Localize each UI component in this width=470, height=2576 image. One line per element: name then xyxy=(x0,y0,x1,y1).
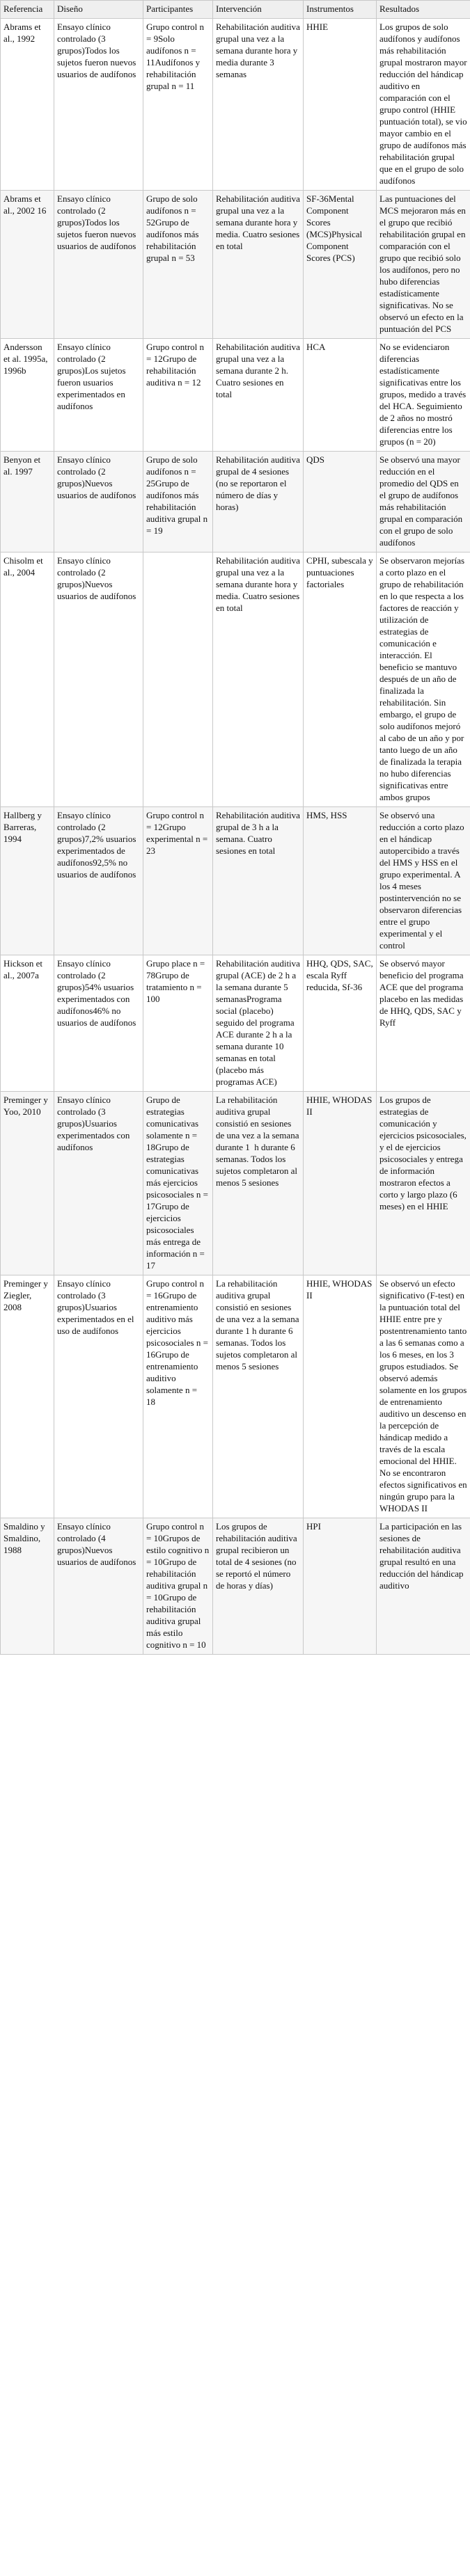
table-row xyxy=(1,1518,470,1655)
cell-referencia: Andersson et al. 1995a, 1996b xyxy=(1,339,54,452)
col-header-diseno: Diseño xyxy=(54,1,143,19)
cell-instrumentos: HMS, HSS xyxy=(304,807,377,955)
cell-diseno: Ensayo clínico controlado (2 grupos)7,2% usuarios experimentados de audífonos92,5% no usuarios de audífonos xyxy=(54,807,143,955)
cell-referencia: Preminger y Yoo, 2010 xyxy=(1,1092,54,1275)
cell-intervencion: La rehabilitación auditiva grupal consistió en sesiones de una vez a la semana durante 1 h durante 6 semanas. Todos los sujetos completaron al menos 5 sesiones xyxy=(213,1275,304,1518)
cell-diseno: Ensayo clínico controlado (3 grupos)Usuarios experimentados en el uso de audífonos xyxy=(54,1275,143,1518)
table-row xyxy=(1,452,470,552)
cell-instrumentos: HPI xyxy=(304,1518,377,1655)
table-row xyxy=(1,1275,470,1518)
cell-diseno: Ensayo clínico controlado (2 grupos)Los sujetos fueron usuarios experimentados en audífonos xyxy=(54,339,143,452)
cell-participantes: Grupo de solo audífonos n = 25Grupo de audífonos más rehabilitación auditiva grupal n = 19 xyxy=(143,452,213,552)
cell-diseno: Ensayo clínico controlado (2 grupos)Nuevos usuarios de audífonos xyxy=(54,452,143,552)
cell-instrumentos: CPHI, subescala y puntuaciones factoriales xyxy=(304,552,377,807)
cell-intervencion: Rehabilitación auditiva grupal (ACE) de 2 h a la semana durante 5 semanasPrograma social (placebo) seguido del programa ACE durante 2 h a la semana durante 10 semanas en total (placebo más programas ACE) xyxy=(213,955,304,1092)
cell-referencia: Chisolm et al., 2004 xyxy=(1,552,54,807)
cell-participantes: Grupo control n = 9Solo audífonos n = 11Audífonos y rehabilitación grupal n = 11 xyxy=(143,19,213,191)
cell-participantes xyxy=(143,552,213,807)
cell-referencia: Abrams et al., 1992 xyxy=(1,19,54,191)
table-row xyxy=(1,955,470,1092)
cell-referencia: Hallberg y Barreras, 1994 xyxy=(1,807,54,955)
cell-instrumentos: HHIE, WHODAS II xyxy=(304,1092,377,1275)
table-row xyxy=(1,19,470,191)
cell-participantes: Grupo de estrategias comunicativas solamente n = 18Grupo de estrategias comunicativas más ejercicios psicosociales n = 17Grupo de ejercicios psicosociales más entrega de información n = 17 xyxy=(143,1092,213,1275)
cell-participantes: Grupo control n = 12Grupo experimental n = 23 xyxy=(143,807,213,955)
cell-diseno: Ensayo clínico controlado (3 grupos)Todos los sujetos fueron nuevos usuarios de audífonos xyxy=(54,19,143,191)
cell-intervencion: La rehabilitación auditiva grupal consistió en sesiones de una vez a la semana durante 1 h durante 6 semanas. Todos los sujetos completaron al menos 5 sesiones xyxy=(213,1092,304,1275)
cell-participantes: Grupo control n = 16Grupo de entrenamiento auditivo más ejercicios psicosociales n = 16Grupo de entrenamiento auditivo solamente n = 18 xyxy=(143,1275,213,1518)
cell-resultados: Los grupos de solo audífonos y audífonos más rehabilitación grupal mostraron mayor reducción del hándicap auditivo en comparación con el grupo control (HHIE puntuación total), se vio mayor cambio en el grupo de audífonos más rehabilitación grupal que en el grupo de solo audífonos xyxy=(377,19,470,191)
cell-participantes: Grupo de solo audífonos n = 52Grupo de audífonos más rehabilitación grupal n = 53 xyxy=(143,191,213,339)
cell-resultados: Los grupos de estrategias de comunicación y ejercicios psicosociales, y el de ejercicios psicosociales y entrega de información mostraron efectos a corto y largo plazo (6 meses) en el HHIE xyxy=(377,1092,470,1275)
col-header-intervencion: Intervención xyxy=(213,1,304,19)
cell-intervencion: Rehabilitación auditiva grupal de 4 sesiones (no se reportaron el número de días y horas) xyxy=(213,452,304,552)
cell-resultados: La participación en las sesiones de rehabilitación auditiva grupal resultó en una reducción del hándicap auditivo xyxy=(377,1518,470,1655)
cell-referencia: Hickson et al., 2007a xyxy=(1,955,54,1092)
col-header-participantes: Participantes xyxy=(143,1,213,19)
cell-instrumentos: HHIE, WHODAS II xyxy=(304,1275,377,1518)
table-row xyxy=(1,552,470,807)
cell-referencia: Benyon et al. 1997 xyxy=(1,452,54,552)
cell-referencia: Abrams et al., 2002 16 xyxy=(1,191,54,339)
table-header-row xyxy=(1,1,470,19)
cell-resultados: Se observó mayor beneficio del programa ACE que del programa placebo en las medidas de HHQ, QDS, SAC y Ryff xyxy=(377,955,470,1092)
cell-diseno: Ensayo clínico controlado (4 grupos)Nuevos usuarios de audífonos xyxy=(54,1518,143,1655)
cell-participantes: Grupo control n = 10Grupos de estilo cognitivo n = 10Grupo de rehabilitación auditiva grupal n = 10Grupo de rehabilitación auditiva grupal más estilo cognitivo n = 10 xyxy=(143,1518,213,1655)
cell-intervencion: Rehabilitación auditiva grupal una vez a la semana durante 2 h. Cuatro sesiones en total xyxy=(213,339,304,452)
col-header-referencia: Referencia xyxy=(1,1,54,19)
cell-intervencion: Rehabilitación auditiva grupal una vez a la semana durante hora y media durante 3 semanas xyxy=(213,19,304,191)
col-header-resultados: Resultados xyxy=(377,1,470,19)
cell-referencia: Smaldino y Smaldino, 1988 xyxy=(1,1518,54,1655)
cell-diseno: Ensayo clínico controlado (2 grupos)Todos los sujetos fueron nuevos usuarios de audífonos xyxy=(54,191,143,339)
cell-resultados: Se observaron mejorías a corto plazo en el grupo de rehabilitación en lo que respecta a los factores de reacción y utilización de estrategias de comunicación e interacción. El beneficio se mantuvo después de un año de finalizada la rehabilitación. Sin embargo, el grupo de solo audífonos mejoró al cabo de un año y por tanto luego de un año de finalizada la terapia no hubo diferencias significativas entre ambos grupos xyxy=(377,552,470,807)
cell-intervencion: Rehabilitación auditiva grupal de 3 h a la semana. Cuatro sesiones en total xyxy=(213,807,304,955)
table-row xyxy=(1,1092,470,1275)
cell-intervencion: Rehabilitación auditiva grupal una vez a la semana durante hora y media. Cuatro sesiones en total xyxy=(213,552,304,807)
cell-resultados: No se evidenciaron diferencias estadísticamente significativas entre los grupos, medido a través del HCA. Seguimiento de 2 años no mostró diferencias entre los grupos (n = 20) xyxy=(377,339,470,452)
cell-instrumentos: HHIE xyxy=(304,19,377,191)
cell-instrumentos: QDS xyxy=(304,452,377,552)
cell-resultados: Las puntuaciones del MCS mejoraron más en el grupo que recibió rehabilitación grupal en comparación con el grupo que recibió solo los audífonos, pero no hubo diferencias estadísticamente significativas. No se observó un efecto en la puntuación del PCS xyxy=(377,191,470,339)
cell-diseno: Ensayo clínico controlado (2 grupos)54% usuarios experimentados con audífonos46% no usuarios de audífonos xyxy=(54,955,143,1092)
cell-resultados: Se observó un efecto significativo (F-test) en la puntuación total del HHIE entre pre y postentrenamiento tanto a las 6 semanas como a los 6 meses, en los 3 grupos estudiados. Se observó además solamente en los grupos de entrenamiento auditivo un descenso en la percepción de hándicap medido a través de la escala emocional del HHIE. No se encontraron efectos significativos en ningún grupo para la WHODAS II xyxy=(377,1275,470,1518)
table-row xyxy=(1,807,470,955)
cell-intervencion: Rehabilitación auditiva grupal una vez a la semana durante hora y media. Cuatro sesiones en total xyxy=(213,191,304,339)
cell-instrumentos: HCA xyxy=(304,339,377,452)
cell-instrumentos: HHQ, QDS, SAC, escala Ryff reducida, Sf-36 xyxy=(304,955,377,1092)
col-header-instrumentos: Instrumentos xyxy=(304,1,377,19)
cell-referencia: Preminger y Ziegler, 2008 xyxy=(1,1275,54,1518)
cell-resultados: Se observó una mayor reducción en el promedio del QDS en el grupo de audífonos más rehabilitación grupal en comparación con el grupo de solo audífonos xyxy=(377,452,470,552)
cell-resultados: Se observó una reducción a corto plazo en el hándicap autopercibido a través del HMS y HSS en el grupo experimental. A los 4 meses postintervención no se observaron diferencias entre el grupo experimental y el control xyxy=(377,807,470,955)
table-row xyxy=(1,339,470,452)
cell-participantes: Grupo place n = 78Grupo de tratamiento n = 100 xyxy=(143,955,213,1092)
cell-intervencion: Los grupos de rehabilitación auditiva grupal recibieron un total de 4 sesiones (no se reportó el número de horas y días) xyxy=(213,1518,304,1655)
cell-instrumentos: SF-36Mental Component Scores (MCS)Physical Component Scores (PCS) xyxy=(304,191,377,339)
cell-diseno: Ensayo clínico controlado (3 grupos)Usuarios experimentados con audífonos xyxy=(54,1092,143,1275)
cell-participantes: Grupo control n = 12Grupo de rehabilitación auditiva n = 12 xyxy=(143,339,213,452)
cell-diseno: Ensayo clínico controlado (2 grupos)Nuevos usuarios de audífonos xyxy=(54,552,143,807)
table-row xyxy=(1,191,470,339)
